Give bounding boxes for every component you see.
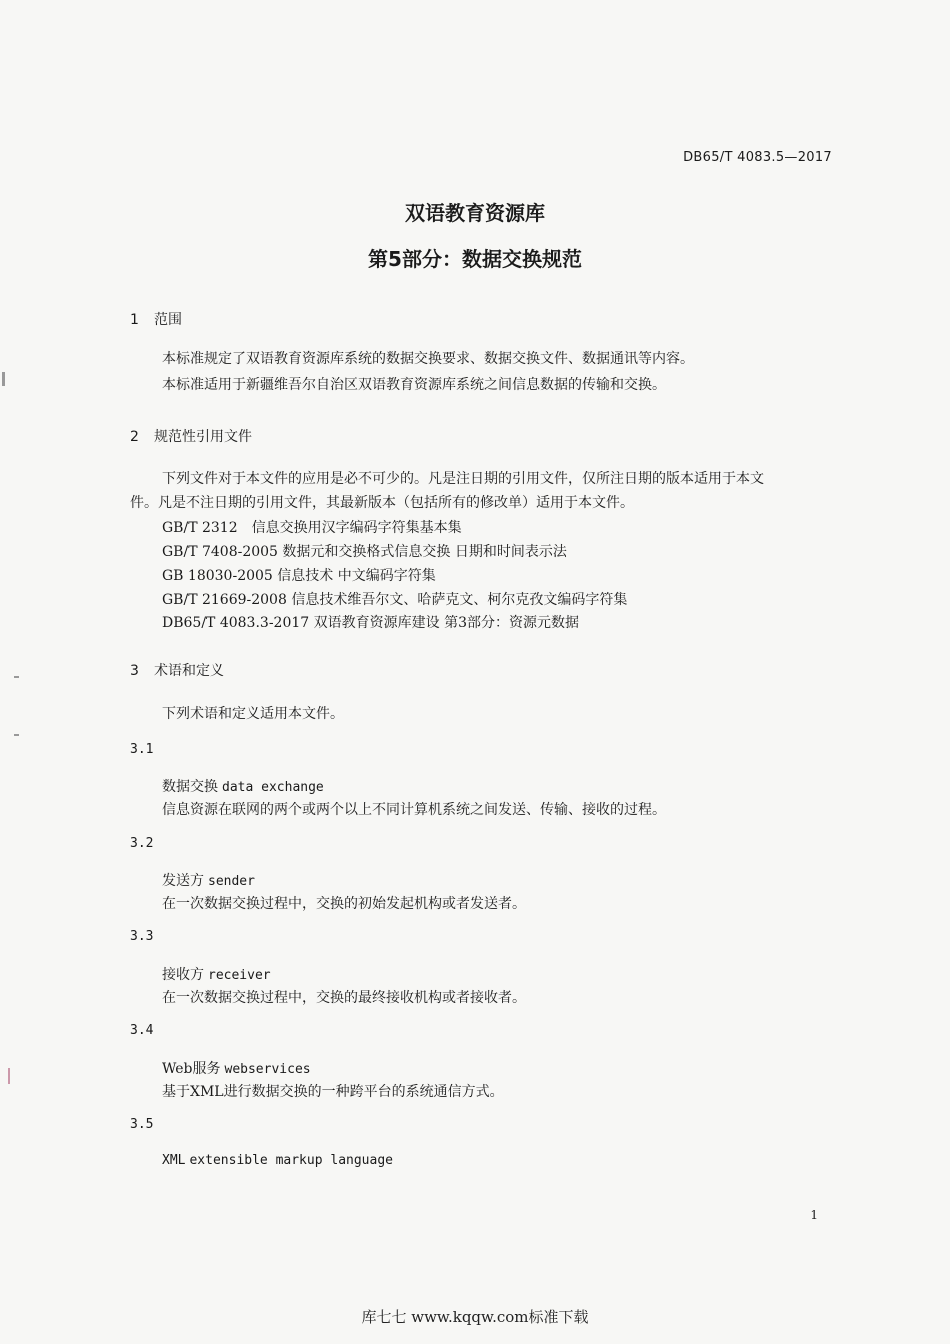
section-title: 术语和定义 — [154, 663, 224, 679]
page-number: 1 — [810, 1208, 818, 1222]
term-en: webservices — [224, 1062, 311, 1077]
reference-item: GB 18030-2005 信息技术 中文编码字符集 — [162, 568, 436, 584]
clause-number: 3.5 — [130, 1117, 154, 1132]
term-cn: Web服务 — [162, 1061, 221, 1077]
term-en: data exchange — [222, 780, 324, 795]
section-title: 规范性引用文件 — [154, 429, 252, 445]
paragraph: 本标准适用于新疆维吾尔自治区双语教育资源库系统之间信息数据的传输和交换。 — [162, 377, 666, 393]
paragraph: 下列术语和定义适用本文件。 — [162, 706, 344, 722]
scan-mark — [8, 1068, 10, 1084]
term-definition: 在一次数据交换过程中，交换的最终接收机构或者接收者。 — [162, 990, 526, 1006]
reference-item: GB/T 7408-2005 数据元和交换格式信息交换 日期和时间表示法 — [162, 544, 567, 560]
term-entry — [162, 1152, 393, 1168]
footer-watermark: 库七七 www.kqqw.com标准下载 — [361, 1308, 589, 1326]
paragraph: 下列文件对于本文件的应用是必不可少的。凡是注日期的引用文件，仅所注日期的版本适用于本文 — [162, 471, 764, 487]
section-number: 2 — [130, 429, 139, 445]
section-heading-terms — [130, 660, 224, 680]
term-entry — [162, 964, 271, 984]
section-title: 范围 — [154, 312, 182, 328]
term-entry — [162, 776, 324, 796]
clause-number: 3.3 — [130, 929, 154, 944]
term-definition: 信息资源在联网的两个或两个以上不同计算机系统之间发送、传输、接收的过程。 — [162, 802, 666, 818]
scan-mark — [14, 676, 19, 678]
section-number: 1 — [130, 312, 139, 328]
section-heading-references — [130, 426, 252, 446]
standard-code: DB65/T 4083.5—2017 — [683, 150, 832, 165]
scan-mark — [2, 372, 5, 386]
reference-item: DB65/T 4083.3-2017 双语教育资源库建设 第3部分：资源元数据 — [162, 615, 579, 631]
term-cn: XML — [162, 1153, 186, 1168]
scan-mark — [14, 734, 19, 736]
section-heading-scope — [130, 309, 182, 329]
term-cn: 数据交换 — [162, 779, 218, 795]
paragraph: 件。凡是不注日期的引用文件，其最新版本（包括所有的修改单）适用于本文件。 — [130, 495, 634, 511]
term-en: receiver — [208, 968, 271, 983]
clause-number: 3.4 — [130, 1023, 154, 1038]
term-cn: 接收方 — [162, 967, 204, 983]
term-definition: 基于XML进行数据交换的一种跨平台的系统通信方式。 — [162, 1084, 504, 1100]
document-title: 双语教育资源库 — [405, 201, 545, 225]
term-en: sender — [208, 874, 255, 889]
clause-number: 3.1 — [130, 742, 154, 757]
clause-number: 3.2 — [130, 836, 154, 851]
term-entry — [162, 870, 255, 890]
section-number: 3 — [130, 663, 139, 679]
term-en: extensible markup language — [189, 1153, 393, 1168]
paragraph: 本标准规定了双语教育资源库系统的数据交换要求、数据交换文件、数据通讯等内容。 — [162, 351, 694, 367]
document-subtitle: 第5部分：数据交换规范 — [368, 247, 582, 271]
term-entry — [162, 1058, 311, 1078]
reference-item: GB/T 2312 信息交换用汉字编码字符集基本集 — [162, 520, 462, 536]
term-definition: 在一次数据交换过程中，交换的初始发起机构或者发送者。 — [162, 896, 526, 912]
term-cn: 发送方 — [162, 873, 204, 889]
reference-item: GB/T 21669-2008 信息技术维吾尔文、哈萨克文、柯尔克孜文编码字符集 — [162, 592, 628, 608]
